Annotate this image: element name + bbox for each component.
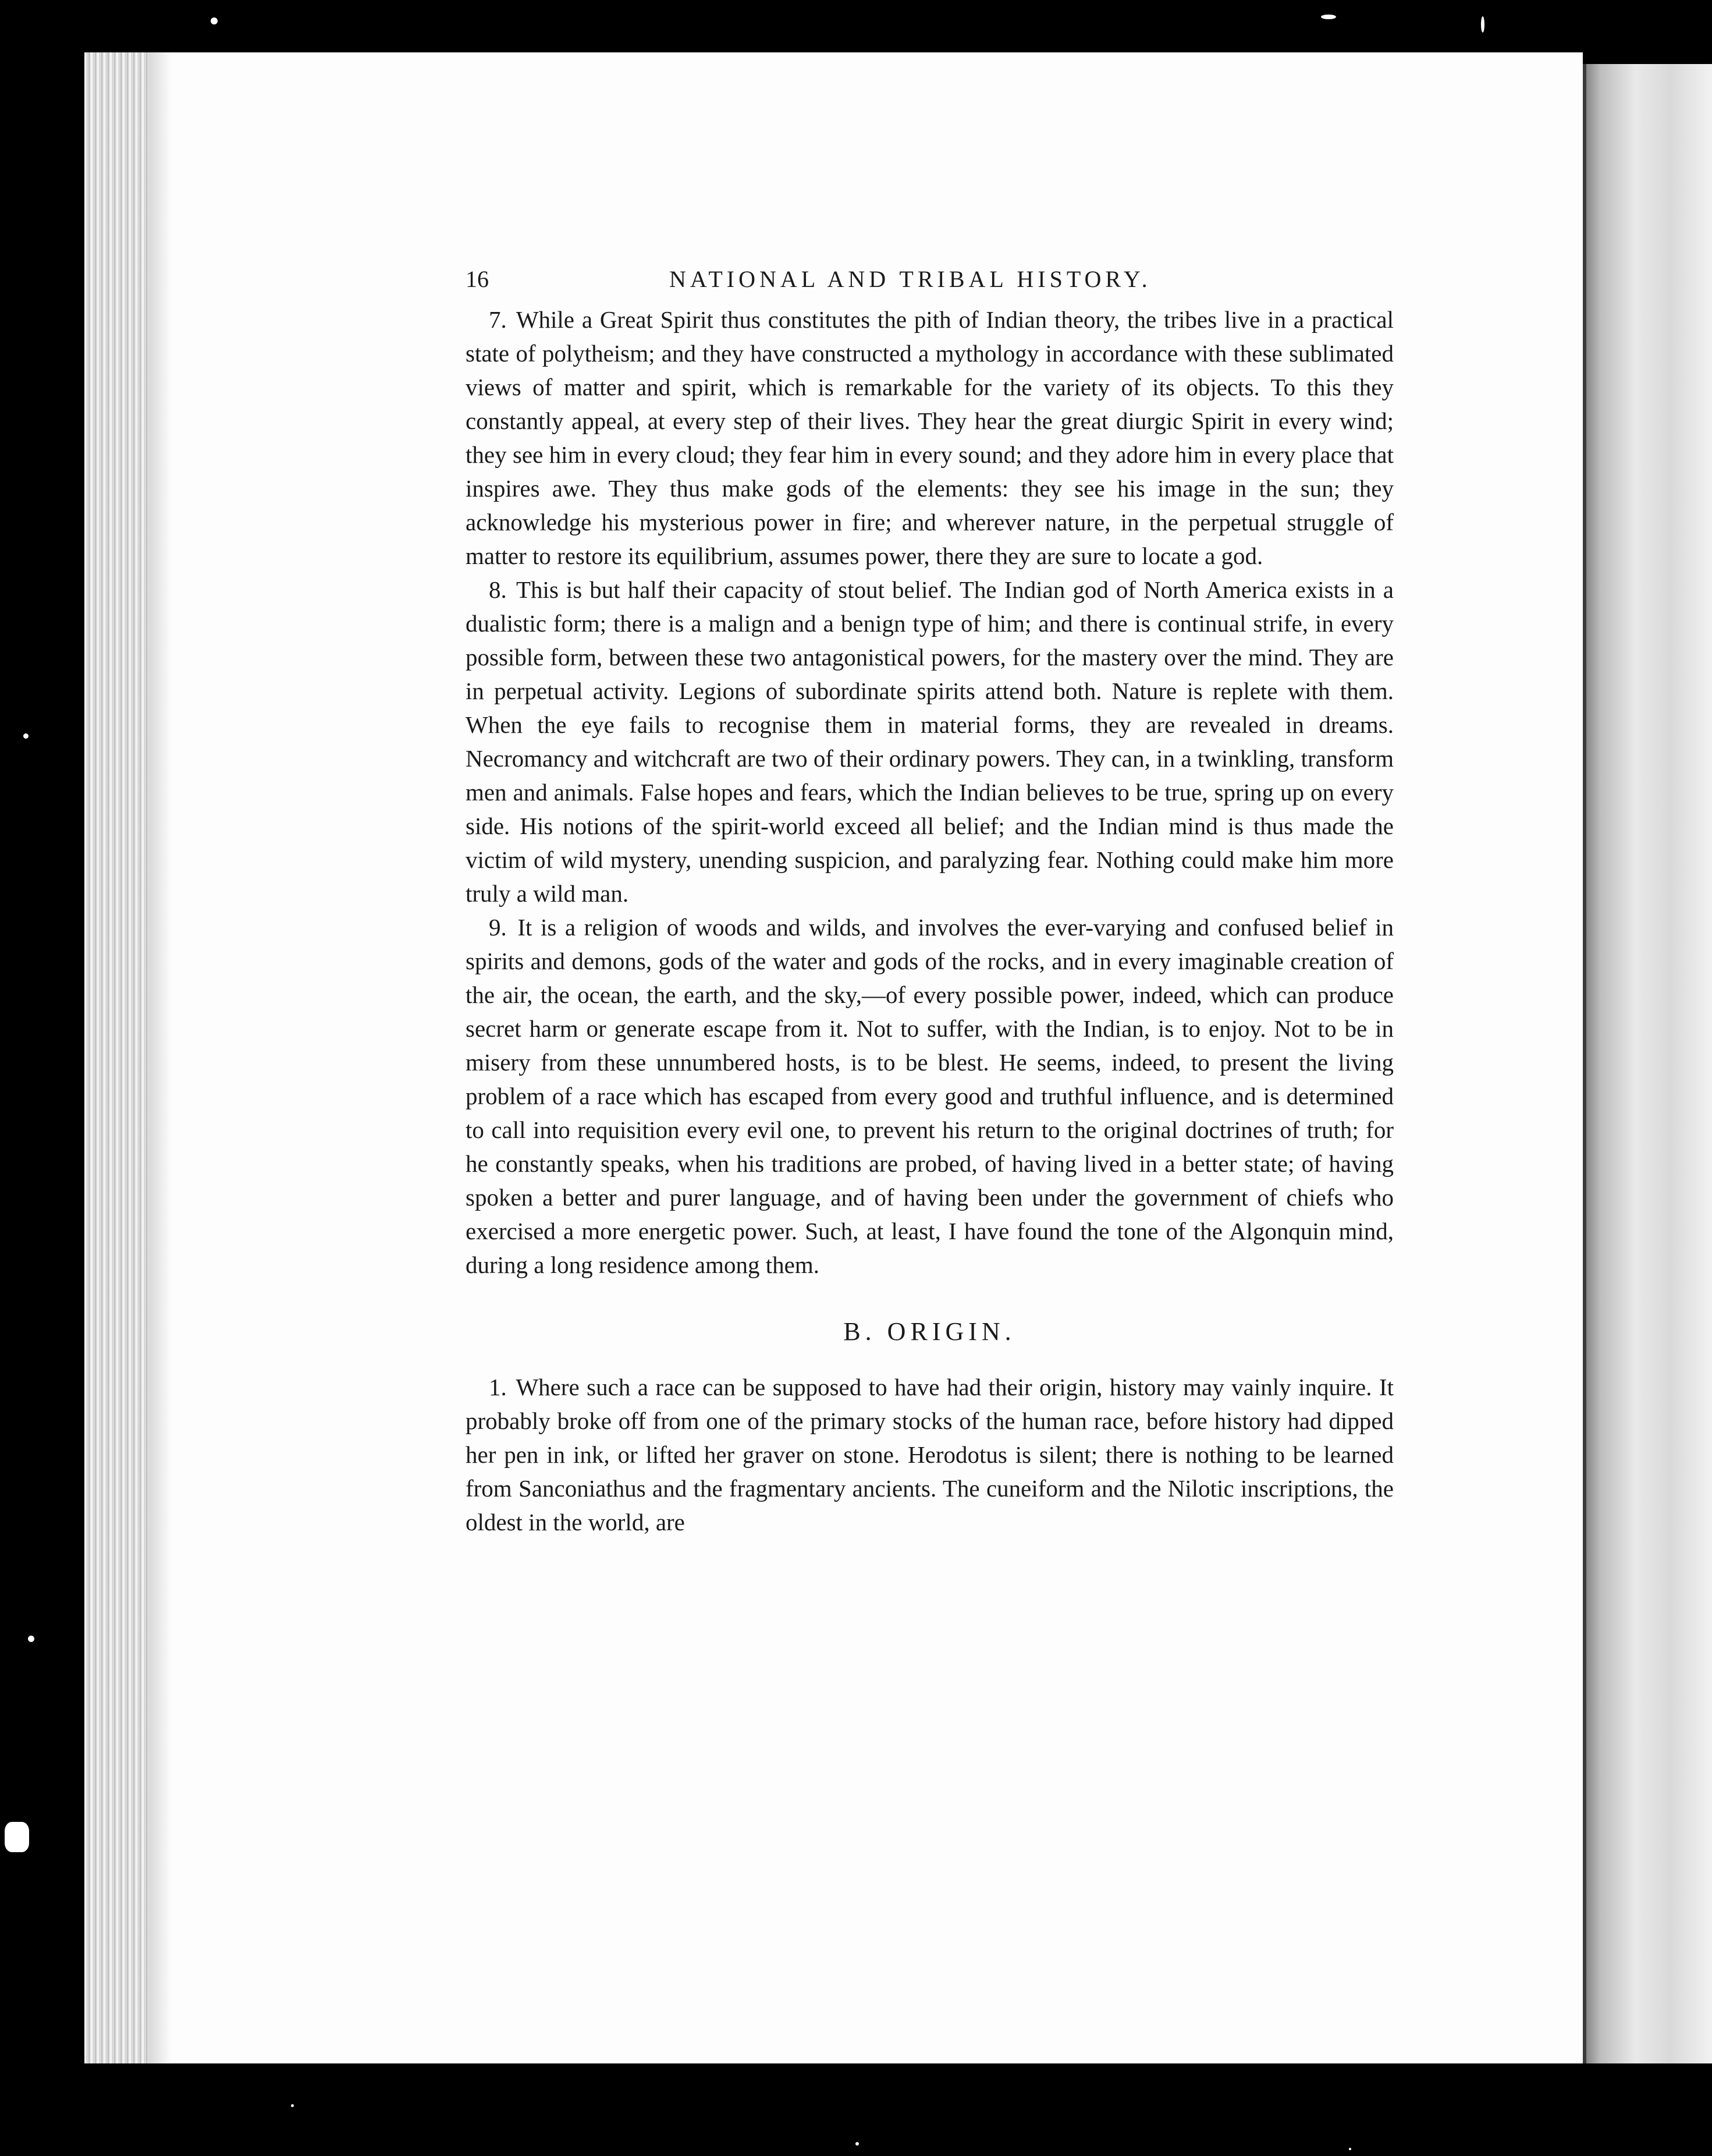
paragraph-number: 7. xyxy=(489,306,507,333)
scan-top-border xyxy=(0,0,1712,54)
paragraph-number: 1. xyxy=(489,1374,507,1400)
paragraph-number: 9. xyxy=(489,914,507,941)
section-heading: B. ORIGIN. xyxy=(843,1317,1016,1346)
scan-speck xyxy=(1321,15,1336,19)
scan-speck xyxy=(28,1636,34,1642)
scan-speck xyxy=(1349,2148,1351,2150)
scan-speck xyxy=(291,2104,294,2107)
page-number: 16 xyxy=(466,266,489,292)
binding-gutter xyxy=(84,52,148,2063)
running-head xyxy=(466,256,1394,303)
gutter-shadow xyxy=(148,52,172,2063)
scan-speck xyxy=(1481,16,1484,33)
scan-speck xyxy=(855,2142,859,2146)
paragraph-text: It is a religion of woods and wilds, and involves the ever-varying and confused belief in spirits and demons, gods of the water and gods of the rocks, and in every imaginable creation of the air, the ocean, the earth, and the sky,—of every possible power, indeed, which can produce secret harm or generate escape from it. Not to suffer, with the Indian, is to enjoy. Not to be in misery from these unnumbered hosts, is to be blest. He seems, indeed, to present the living problem of a race which has escaped from every good and truthful influence, and is determined to call into requisition every evil one, to prevent his return to the original doctrines of truth; for he constantly speaks, when his traditions are probed, of having lived in a better state; of having spoken a better and purer language, and of having been under the government of chiefs who exercised a more energetic power. Such, at least, I have found the tone of the Algonquin mind, during a long residence among them. xyxy=(466,914,1394,1278)
paragraph-text: This is but half their capacity of stout belief. The Indian god of North America exists in a dualistic form; there is a malign and a benign type of him; and there is continual strife, in every possible form, between these two antagonistical powers, for the mastery over the mind. They are in perpetual activity. Legions of subordinate spirits attend both. Nature is replete with them. When the eye fails to recognise them in material forms, they are revealed in dreams. Necromancy and witchcraft are two of their ordinary powers. They can, in a twinkling, transform men and animals. False hopes and fears, which the Indian believes to be true, spring up on every side. His notions of the spirit-world exceed all belief; and the Indian mind is thus made the victim of wild mystery, unending suspicion, and paralyzing fear. Nothing could make him more truly a wild man. xyxy=(466,576,1394,907)
scan-speck xyxy=(23,733,29,739)
paragraph xyxy=(466,303,1394,573)
page-edge-right xyxy=(1583,64,1712,2066)
paragraph-text: While a Great Spirit thus constitutes the pith of Indian theory, the tribes live in a practical state of polytheism; and they have constructed a mythology in accordance with these sublimated views of matter and spirit, which is remarkable for the variety of its objects. To this they constantly appeal, at every step of their lives. They hear the great diurgic Spirit in every wind; they see him in every cloud; they fear him in every sound; and they adore him in every place that inspires awe. They thus make gods of the elements: they see his image in the sun; they acknowledge his mysterious power in fire; and wherever nature, in the perpetual struggle of matter to restore its equilibrium, assumes power, there they are sure to locate a god. xyxy=(466,306,1394,569)
paragraph-text: Where such a race can be supposed to have had their origin, history may vainly inquire. It probably broke off from one of the primary stocks of the human race, before history had dipped her pen in ink, or lifted her graver on stone. Herodotus is silent; there is nothing to be learned from Sanconiathus and the fragmentary ancients. The cuneiform and the Nilotic inscriptions, the oldest in the world, are xyxy=(466,1374,1394,1536)
scan-speck xyxy=(211,17,218,24)
page-edge-line xyxy=(1583,64,1586,2066)
page-text-block xyxy=(466,256,1394,1539)
paragraph xyxy=(466,1370,1394,1539)
paragraph xyxy=(466,573,1394,910)
paragraph-number: 8. xyxy=(489,576,507,603)
paragraph xyxy=(466,910,1394,1282)
running-head-title: NATIONAL AND TRIBAL HISTORY. xyxy=(669,266,1152,292)
scan-speck xyxy=(5,1822,29,1852)
